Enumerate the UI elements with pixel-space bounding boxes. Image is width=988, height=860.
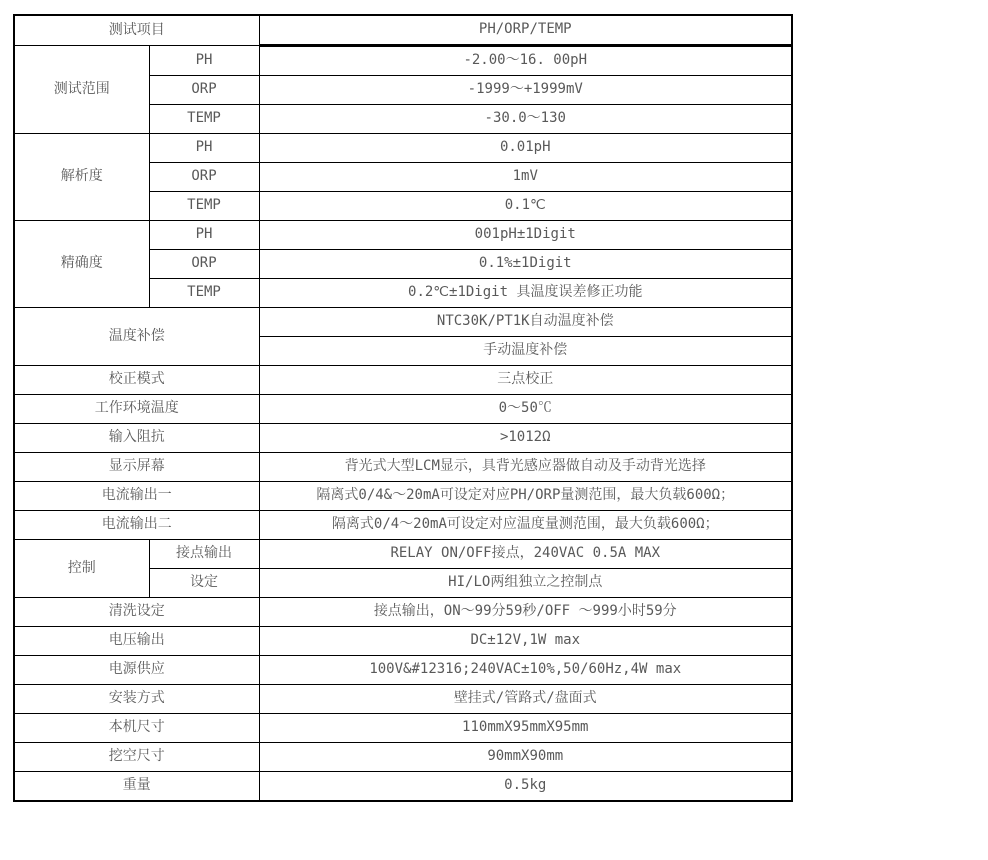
table-row — [14, 714, 792, 743]
spec-label: 挖空尺寸 — [14, 743, 259, 772]
spec-value: 壁挂式/管路式/盘面式 — [259, 685, 792, 714]
table-row — [14, 15, 792, 46]
table-row — [14, 46, 792, 76]
spec-value: DC±12V,1W max — [259, 627, 792, 656]
table-row — [14, 482, 792, 511]
spec-label: 电流输出一 — [14, 482, 259, 511]
spec-value: HI/LO两组独立之控制点 — [259, 569, 792, 598]
spec-value: 隔离式0/4～20mA可设定对应温度量测范围，最大负载600Ω； — [259, 511, 792, 540]
spec-value: 0.1%±1Digit — [259, 250, 792, 279]
spec-label: 测试项目 — [14, 15, 259, 46]
spec-label: 输入阻抗 — [14, 424, 259, 453]
spec-value: 背光式大型LCM显示，具背光感应器做自动及手动背光选择 — [259, 453, 792, 482]
table-row — [14, 366, 792, 395]
table-row — [14, 221, 792, 250]
spec-label: 工作环境温度 — [14, 395, 259, 424]
spec-group-label: 精确度 — [14, 221, 149, 308]
table-row — [14, 627, 792, 656]
spec-group-label: 控制 — [14, 540, 149, 598]
spec-label: 重量 — [14, 772, 259, 802]
spec-value: 100V&#12316;240VAC±10%,50/60Hz,4W max — [259, 656, 792, 685]
spec-value: 隔离式0/4&～20mA可设定对应PH/ORP量测范围，最大负载600Ω； — [259, 482, 792, 511]
table-row — [14, 308, 792, 337]
table-row — [14, 134, 792, 163]
table-row — [14, 511, 792, 540]
spec-label: 安装方式 — [14, 685, 259, 714]
spec-sub-label: TEMP — [149, 279, 259, 308]
table-row — [14, 424, 792, 453]
spec-value: -30.0～130 — [259, 105, 792, 134]
spec-value: >1012Ω — [259, 424, 792, 453]
spec-group-label: 解析度 — [14, 134, 149, 221]
spec-sub-label: PH — [149, 46, 259, 76]
spec-sub-label: ORP — [149, 250, 259, 279]
spec-value: 三点校正 — [259, 366, 792, 395]
spec-label: 清洗设定 — [14, 598, 259, 627]
table-row — [14, 540, 792, 569]
spec-label: 电源供应 — [14, 656, 259, 685]
spec-label: 本机尺寸 — [14, 714, 259, 743]
table-row — [14, 656, 792, 685]
spec-sub-label: TEMP — [149, 105, 259, 134]
spec-value: 接点输出，ON～99分59秒/OFF ～999小时59分 — [259, 598, 792, 627]
spec-label: 电压输出 — [14, 627, 259, 656]
spec-value: NTC30K/PT1K自动温度补偿 — [259, 308, 792, 337]
table-row — [14, 598, 792, 627]
spec-value: 0～50℃ — [259, 395, 792, 424]
spec-sub-label: ORP — [149, 163, 259, 192]
spec-sub-label: 接点输出 — [149, 540, 259, 569]
spec-sub-label: PH — [149, 221, 259, 250]
table-row — [14, 685, 792, 714]
spec-value: 手动温度补偿 — [259, 337, 792, 366]
spec-sub-label: TEMP — [149, 192, 259, 221]
spec-value: 1mV — [259, 163, 792, 192]
spec-group-label: 测试范围 — [14, 46, 149, 134]
table-row — [14, 772, 792, 802]
spec-value: 90mmX90mm — [259, 743, 792, 772]
spec-label: 校正模式 — [14, 366, 259, 395]
spec-value: 0.5kg — [259, 772, 792, 802]
spec-value: 0.2℃±1Digit 具温度误差修正功能 — [259, 279, 792, 308]
table-row — [14, 395, 792, 424]
table-row — [14, 743, 792, 772]
spec-group-label: 温度补偿 — [14, 308, 259, 366]
spec-value: RELAY ON/OFF接点，240VAC 0.5A MAX — [259, 540, 792, 569]
spec-value: 0.1℃ — [259, 192, 792, 221]
spec-value: -1999～+1999mV — [259, 76, 792, 105]
spec-label: 显示屏幕 — [14, 453, 259, 482]
spec-value: 001pH±1Digit — [259, 221, 792, 250]
spec-value: 0.01pH — [259, 134, 792, 163]
spec-label: 电流输出二 — [14, 511, 259, 540]
spec-value: PH/ORP/TEMP — [259, 15, 792, 46]
spec-sub-label: ORP — [149, 76, 259, 105]
table-row — [14, 453, 792, 482]
spec-value: -2.00～16. 00pH — [259, 46, 792, 76]
spec-table — [13, 14, 793, 802]
spec-value: 110mmX95mmX95mm — [259, 714, 792, 743]
spec-sub-label: 设定 — [149, 569, 259, 598]
spec-sub-label: PH — [149, 134, 259, 163]
